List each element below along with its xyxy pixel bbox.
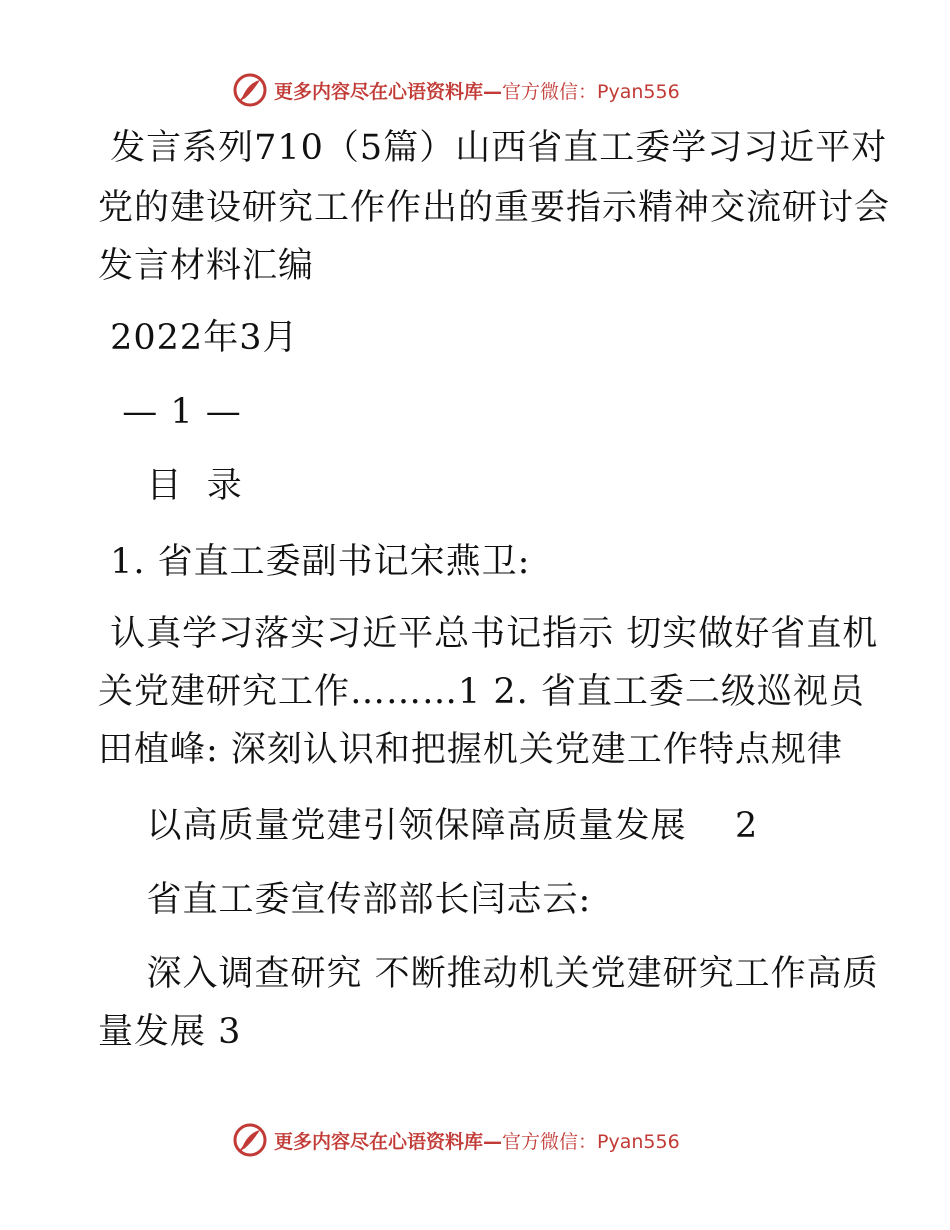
toc-line: 省直工委宣传部部长闫志云:	[98, 880, 592, 920]
toc-line: 深入调查研究 不断推动机关党建研究工作高质	[98, 954, 879, 994]
toc-line: 田植峰: 深刻认识和把握机关党建工作特点规律	[98, 730, 843, 770]
toc-line: 认真学习落实习近平总书记指示 切实做好省直机	[98, 614, 879, 654]
watermark-promo-text: 更多内容尽在心语资料库—	[274, 80, 503, 103]
watermark-banner-bottom	[232, 1120, 680, 1160]
toc-line: 1. 省直工委副书记宋燕卫:	[98, 542, 531, 582]
document-title-line-3: 发言材料汇编	[98, 246, 315, 286]
feather-quill-logo-icon	[232, 1122, 268, 1158]
toc-heading: 目 录	[98, 466, 243, 506]
watermark-wechat-text: 官方微信：Pyan556	[502, 80, 680, 103]
document-title-line-1: 发言系列710（5篇）山西省直工委学习习近平对	[98, 128, 888, 168]
toc-line: 量发展 3	[98, 1012, 242, 1052]
watermark-wechat-text: 官方微信：Pyan556	[502, 1130, 680, 1153]
watermark-banner-top	[232, 70, 680, 110]
feather-quill-logo-icon	[232, 72, 268, 108]
document-date: 2022年3月	[98, 318, 299, 358]
page-number-marker: — 1 —	[98, 392, 242, 432]
watermark-promo-text: 更多内容尽在心语资料库—	[274, 1130, 503, 1153]
toc-line: 关党建研究工作………1 2. 省直工委二级巡视员	[98, 672, 865, 712]
document-title-line-2: 党的建设研究工作作出的重要指示精神交流研讨会	[98, 188, 891, 228]
toc-line: 以高质量党建引领保障高质量发展 2	[98, 806, 759, 846]
